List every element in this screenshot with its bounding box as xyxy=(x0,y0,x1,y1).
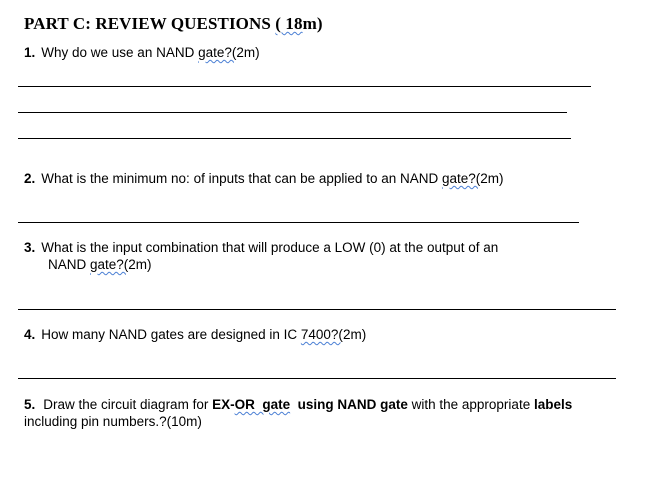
title-prefix: PART C: REVIEW QUESTIONS xyxy=(24,14,276,33)
answer-line-1b[interactable] xyxy=(18,112,567,113)
question-2-number: 2. xyxy=(24,171,36,186)
question-4-spellcheck: 7400?( xyxy=(300,327,343,342)
question-3-line-2 xyxy=(24,256,498,273)
question-5 xyxy=(24,396,572,430)
answer-line-1a[interactable] xyxy=(18,86,591,87)
question-2-text: What is the minimum no: of inputs that can be applied to an NAND xyxy=(41,171,442,186)
question-2 xyxy=(24,170,504,187)
question-3 xyxy=(24,239,498,273)
question-1-number: 1. xyxy=(24,45,36,60)
section-title xyxy=(24,14,323,34)
answer-line-1c[interactable] xyxy=(18,138,571,139)
title-suffix: m) xyxy=(302,14,323,33)
question-3-text-2: NAND xyxy=(48,257,91,272)
question-3-spellcheck: gate?( xyxy=(90,257,129,272)
question-2-marks: 2m) xyxy=(480,171,504,186)
question-5-line-1 xyxy=(24,396,572,413)
question-3-text: What is the input combination that will produce a LOW (0) at the output of an xyxy=(41,240,499,255)
question-4-number: 4. xyxy=(24,327,36,342)
answer-line-4[interactable] xyxy=(18,378,616,379)
question-5-bold-spellcheck: OR gate xyxy=(234,397,291,412)
question-4-text: How many NAND gates are designed in IC xyxy=(41,327,301,342)
question-5-number: 5. xyxy=(24,397,36,412)
question-1-marks: 2m) xyxy=(236,45,260,60)
question-5-bold-3: labels xyxy=(533,397,573,412)
question-1-spellcheck: gate?( xyxy=(198,45,237,60)
question-4-marks: 2m) xyxy=(342,327,367,342)
question-4 xyxy=(24,326,366,343)
question-3-marks: 2m) xyxy=(128,257,152,272)
question-1-text: Why do we use an NAND xyxy=(41,45,199,60)
question-5-middle: with the appropriate xyxy=(407,397,534,412)
answer-line-3[interactable] xyxy=(18,309,616,310)
question-5-line-2: including pin numbers.?(10m) xyxy=(24,414,202,429)
question-3-line-1 xyxy=(24,239,498,256)
question-5-text: Draw the circuit diagram for xyxy=(43,397,213,412)
question-1 xyxy=(24,44,260,61)
answer-line-2[interactable] xyxy=(18,222,579,223)
title-marks: ( 18 xyxy=(275,14,303,33)
question-2-spellcheck: gate?( xyxy=(441,171,481,186)
question-5-bold-1: EX- xyxy=(212,397,235,412)
question-3-number: 3. xyxy=(24,240,36,255)
question-5-bold-2: using NAND gate xyxy=(290,397,408,412)
